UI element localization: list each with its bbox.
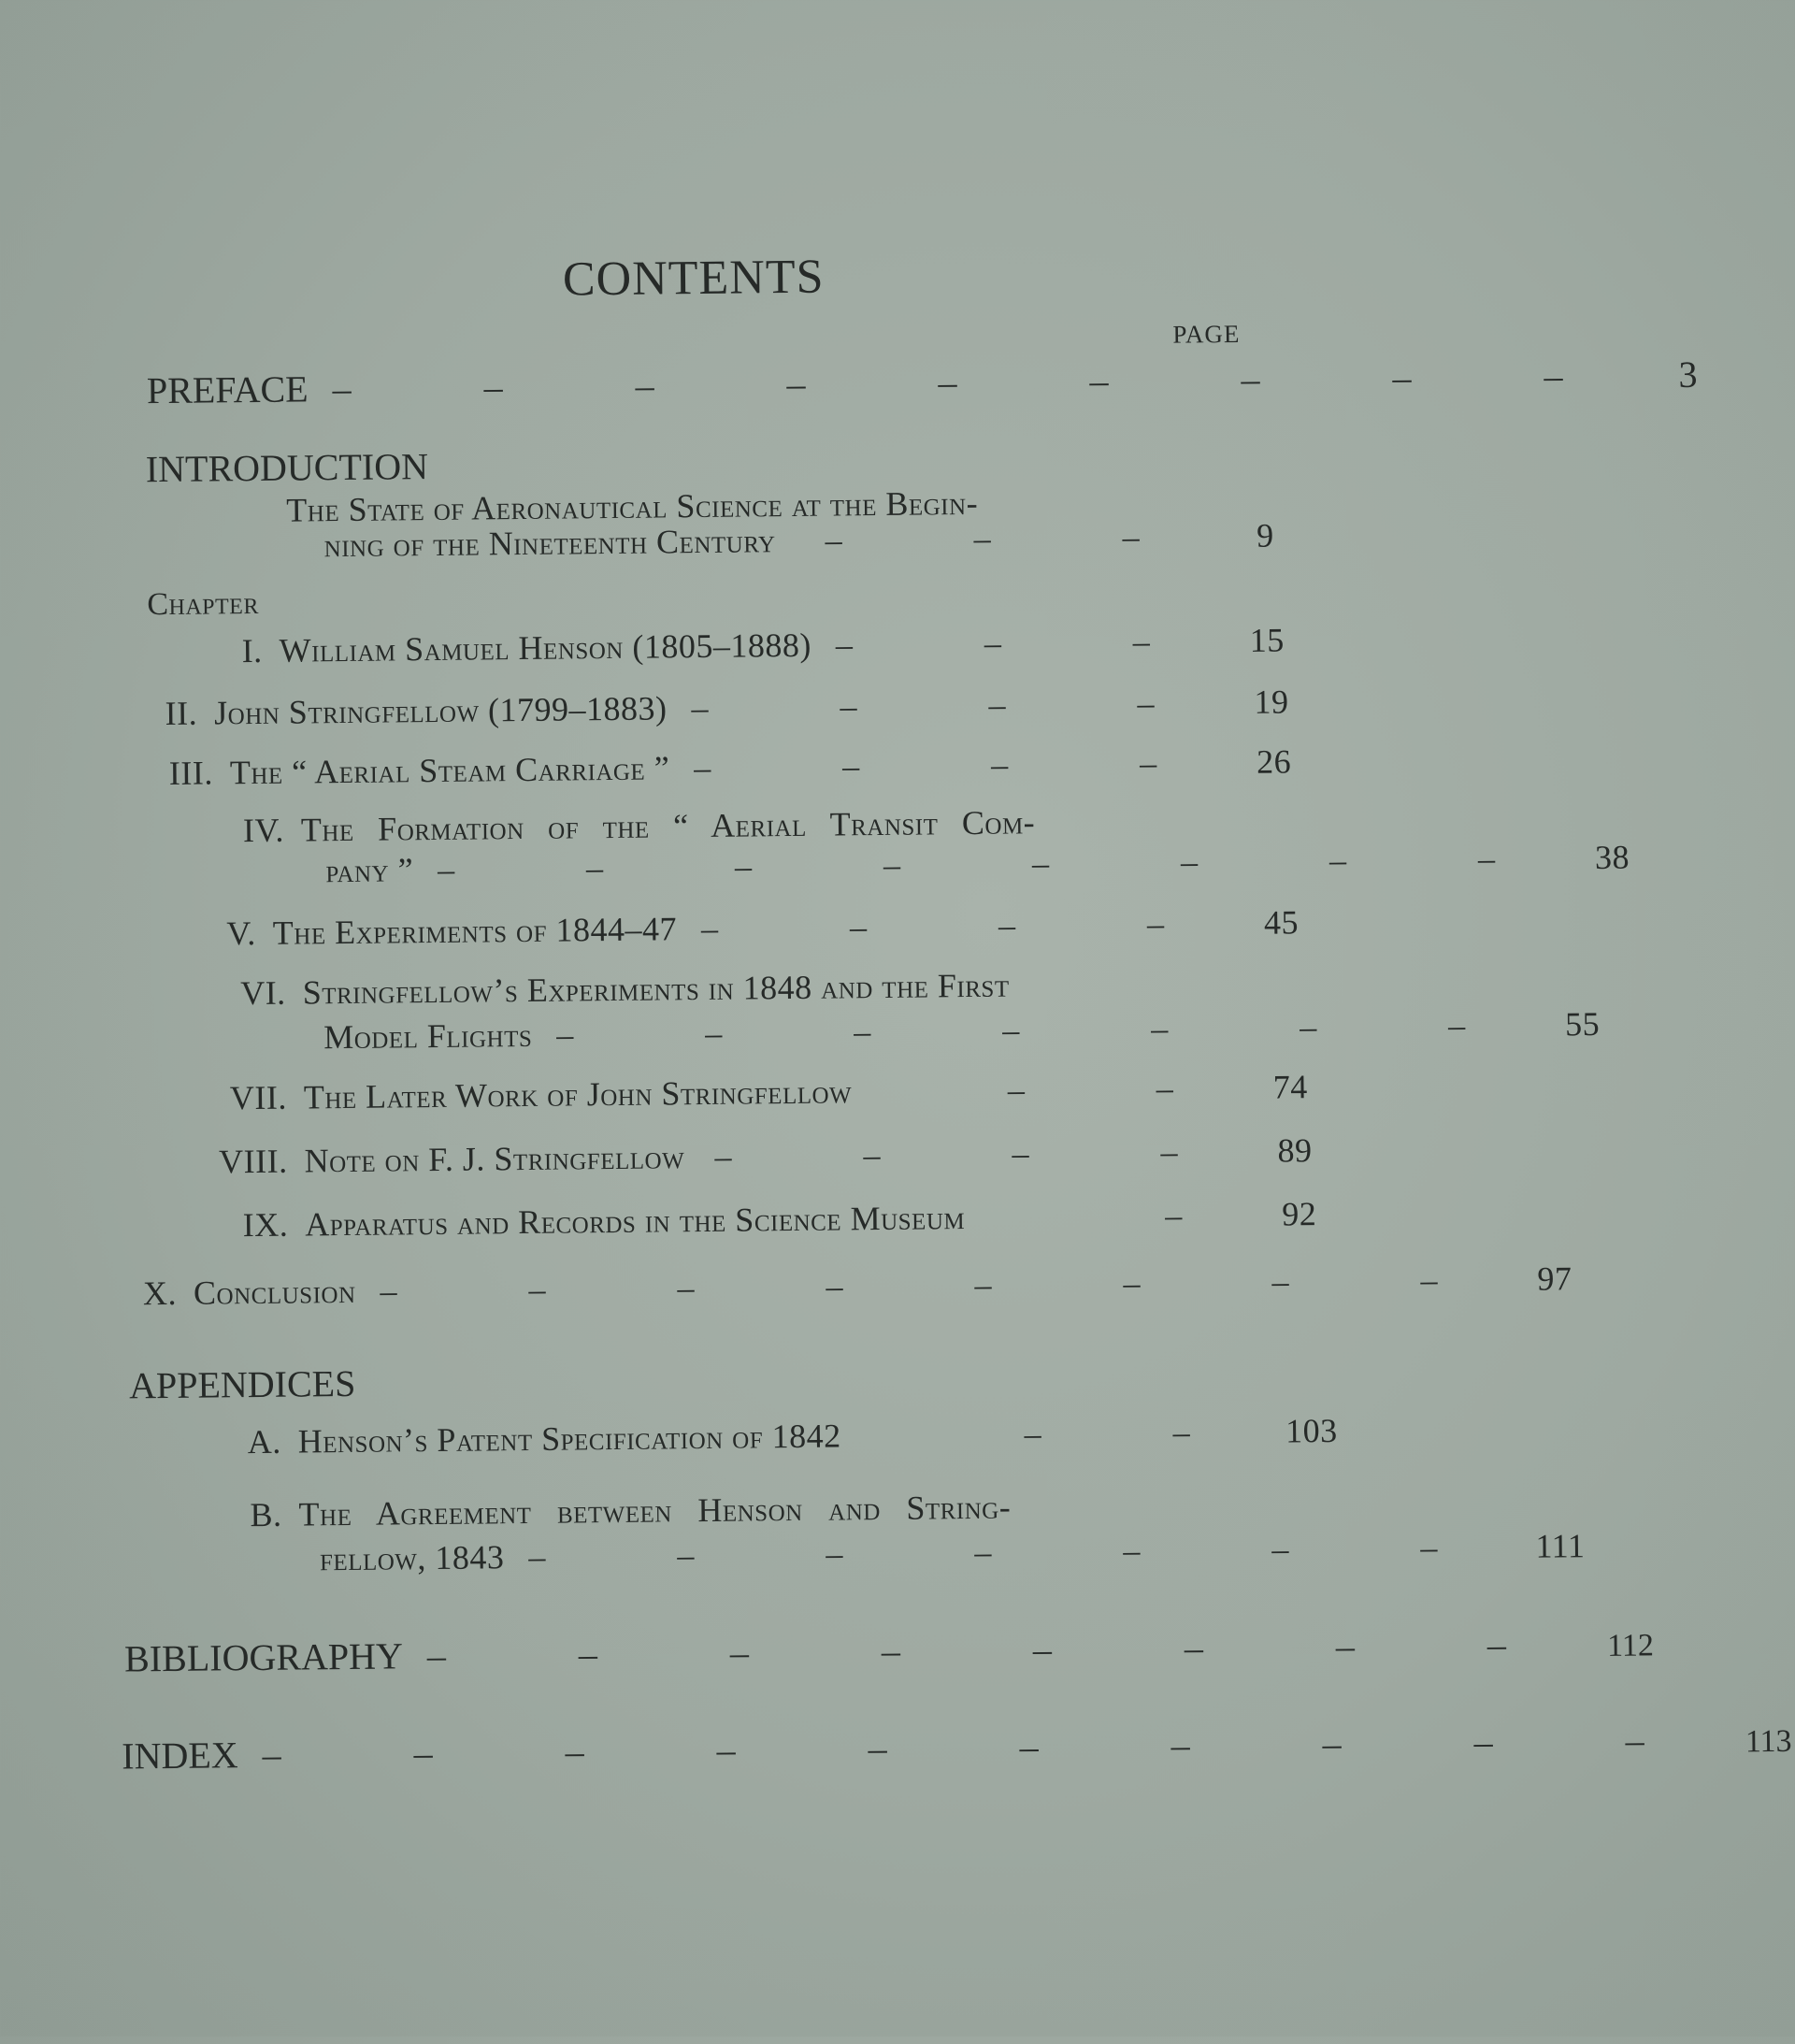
page-number: 45 [1263,903,1300,942]
dot-leader: – – – – – – – – [437,839,1558,888]
entry-title: The Agreement between Henson and String- [298,1488,1012,1533]
entry-title: Henson’s Patent Specification of 1842 [297,1417,841,1461]
dot-leader: – – – [825,517,1201,559]
toc-entry-preface[interactable] [146,353,1698,412]
toc-entry-chapter-6[interactable] [323,1004,1601,1057]
toc-entry-chapter-8[interactable] [141,1130,1312,1182]
dot-leader: – – – – [691,684,1216,727]
toc-entry-chapter-10[interactable] [142,1260,1572,1313]
entry-title: The “ Aerial Steam Carriage ” [229,749,670,792]
entry-title: ning of the Nineteenth Century [323,522,776,565]
page-number: 38 [1594,838,1630,876]
entry-title: William Samuel Henson (1805–1888) [279,626,812,669]
entry-title: Note on F. J. Stringfellow [304,1138,685,1180]
page-number: 111 [1535,1527,1586,1565]
section-heading-introduction [146,444,429,491]
chapter-number: II. [165,694,198,732]
entry-title: The Formation of the “ Aerial Transit Com- [300,803,1036,849]
dot-leader: – – – – – – – – – – [262,1718,1706,1776]
toc-entry-index[interactable] [121,1718,1792,1778]
section-heading-appendices [129,1361,356,1408]
chapter-number: X. [142,1274,178,1313]
page-number: 112 [1606,1628,1655,1663]
dot-leader: – – – – [700,904,1227,947]
page-number: 26 [1256,742,1292,781]
toc-entry-appendix-a[interactable] [179,1411,1338,1462]
chapter-number: VIII. [218,1142,288,1181]
page-number: 19 [1254,683,1289,721]
dot-leader: – – – – – – – – – [332,353,1625,410]
dot-leader: – [1165,1195,1244,1234]
toc-entry-chapter-6-line1[interactable] [139,966,1009,1015]
page-number: 9 [1256,516,1274,554]
dot-leader: – – – – – – – – [380,1260,1500,1310]
toc-entry-chapter-5[interactable] [139,902,1299,954]
dot-leader: – – – – [693,743,1219,787]
entry-title: BIBLIOGRAPHY [123,1634,404,1680]
page-number: 89 [1277,1131,1313,1170]
entry-title-continued: pany ” [325,851,414,890]
toc-entry-chapter-4[interactable] [325,838,1630,890]
chapter-number: V. [226,914,256,953]
dot-leader: – – [1024,1412,1252,1453]
chapter-number: IX. [242,1205,289,1245]
heading-text: APPENDICES [128,1361,356,1407]
chapter-number: III. [168,754,214,792]
entry-title: Conclusion [193,1272,356,1312]
toc-entry-appendix-b-line1[interactable] [179,1488,1011,1535]
page-number: 15 [1249,621,1285,659]
entry-title: John Stringfellow (1799–1883) [213,689,668,732]
toc-entry-bibliography[interactable] [123,1622,1655,1681]
dot-leader: – – – – [714,1131,1240,1175]
page-number: 113 [1745,1723,1792,1760]
toc-entry-chapter-3[interactable] [137,741,1291,793]
introduction-subtitle-line1: The State of Aeronautical Science at the Begin- [286,483,979,529]
page-number: 92 [1282,1195,1317,1233]
appendix-letter: B. [250,1495,282,1534]
chapter-number: I. [241,631,263,670]
dot-leader: – – – [835,622,1213,664]
dot-leader: – – – – – – – [556,1005,1528,1054]
page-column-header: PAGE [1172,319,1241,349]
toc-entry-appendix-b[interactable] [319,1527,1586,1578]
page-number: 97 [1537,1260,1572,1298]
page-title: CONTENTS [562,250,825,307]
dot-leader: – – – – – – – [528,1528,1500,1576]
page-number: 74 [1272,1068,1309,1106]
toc-entry-chapter-9[interactable] [142,1194,1316,1245]
toc-entry-chapter-4-line1[interactable] [138,802,1036,851]
entry-title-continued: fellow, 1843 [319,1538,505,1578]
toc-entry-chapter-1[interactable] [136,620,1285,671]
page-number: 3 [1678,353,1698,396]
chapter-number: VII. [229,1078,288,1117]
dot-leader: – – – – – – – – [426,1622,1569,1677]
page-number: 55 [1564,1004,1601,1044]
appendix-letter: A. [247,1422,281,1461]
heading-text: INTRODUCTION [145,445,429,491]
chapter-number: VI. [239,973,286,1013]
entry-title: INDEX [121,1734,238,1778]
entry-title-continued: Model Flights [323,1015,533,1057]
chapter-number: IV. [242,811,285,850]
entry-title: The Later Work of John Stringfellow [303,1072,853,1116]
entry-title: Stringfellow’s Experiments in 1848 and the First [302,966,1010,1012]
dot-leader: – – [1007,1069,1236,1109]
chapter-label: Chapter [147,585,260,623]
entry-title: PREFACE [146,367,309,412]
toc-entry-chapter-2[interactable] [136,682,1288,733]
entry-title: The Experiments of 1844–47 [272,910,678,952]
page-number: 103 [1285,1411,1338,1450]
toc-entry-chapter-7[interactable] [141,1067,1308,1118]
entry-title: Apparatus and Records in the Science Museum [305,1199,966,1244]
